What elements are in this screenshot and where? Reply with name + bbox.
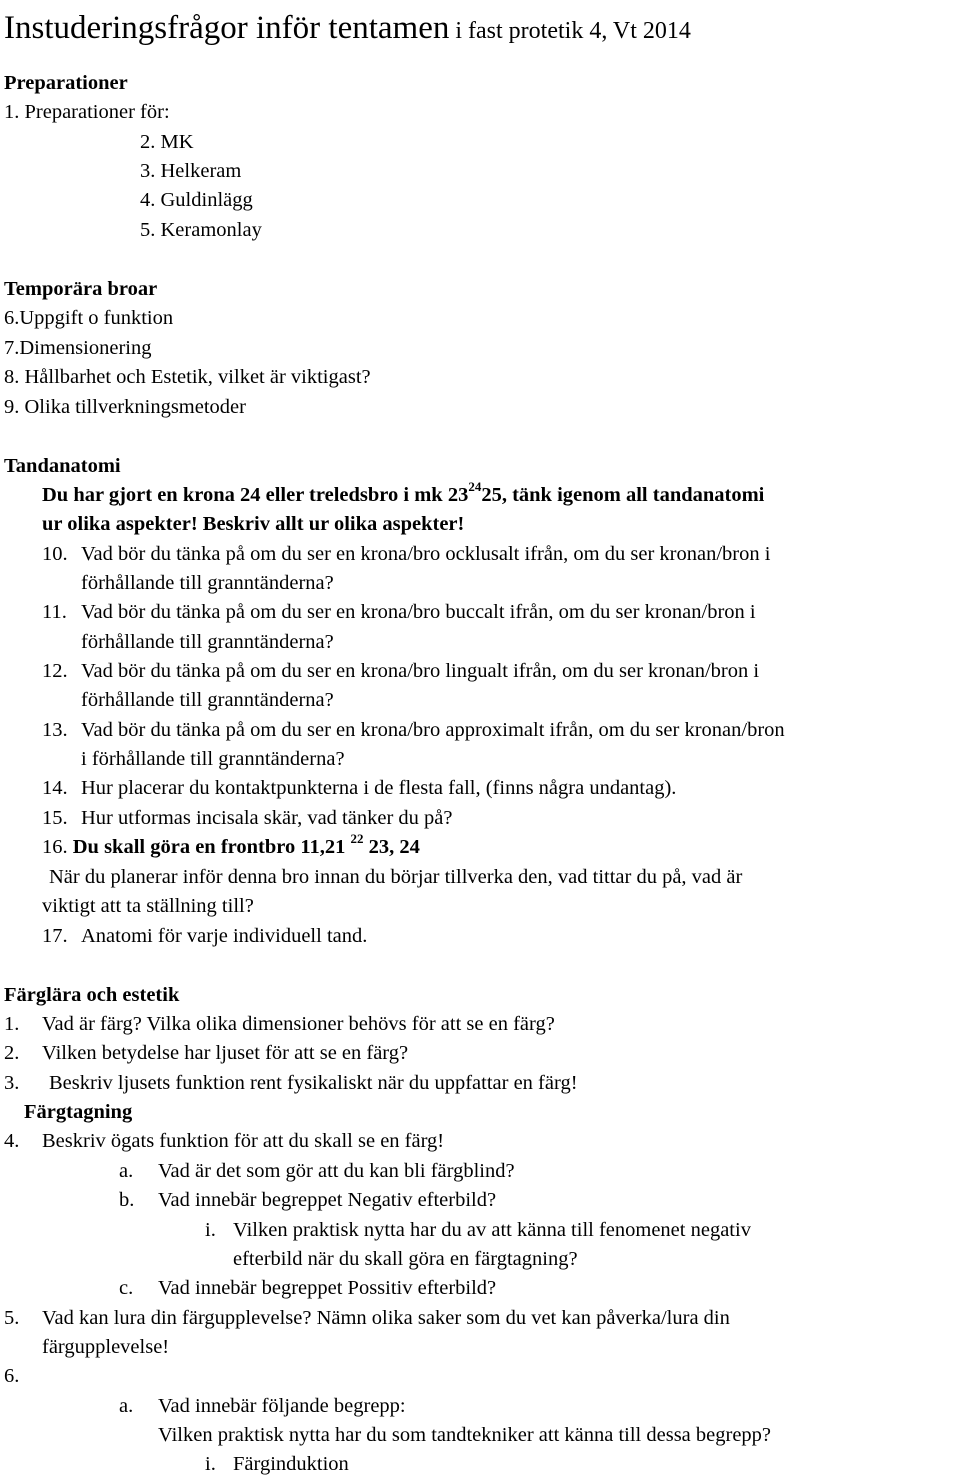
farg-question-4bi-line-1: Vilken praktisk nytta har du av att känna till fenomenet negativ <box>233 1219 751 1241</box>
title-main: Instuderingsfrågor inför tentamen <box>4 10 450 46</box>
farg-question-4b: Vad innebär begreppet Negativ efterbild? <box>158 1189 497 1211</box>
question-6: 6.Uppgift o funktion <box>4 307 174 329</box>
question-11-number: 11. <box>42 601 67 623</box>
question-3: 3. Helkeram <box>140 160 242 182</box>
question-16-line-2: När du planerar inför denna bro innan du börjar tillverka den, vad tittar du på, vad är <box>49 866 743 888</box>
question-16-line-1 <box>42 831 420 858</box>
title-subtitle: i fast protetik 4, Vt 2014 <box>449 18 691 44</box>
intro-text-b: 25, tänk igenom all tandanatomi <box>481 484 765 506</box>
section-heading-farglara: Färglära och estetik <box>4 984 180 1006</box>
farg-question-6ai-number: i. <box>205 1453 216 1475</box>
question-16-bold-a: Du skall göra en frontbro 11,21 <box>67 836 351 858</box>
farg-question-1: Vad är färg? Vilka olika dimensioner behövs för att se en färg? <box>42 1013 555 1035</box>
question-16-bold-b: 23, 24 <box>363 836 420 858</box>
farg-question-4c: Vad innebär begreppet Possitiv efterbild? <box>158 1277 497 1299</box>
question-11-line-2: förhållande till granntänderna? <box>81 631 334 653</box>
farg-question-4a: Vad är det som gör att du kan bli färgblind? <box>158 1160 515 1182</box>
tandanatomi-intro-line-2: ur olika aspekter! Beskriv allt ur olika aspekter! <box>42 513 465 535</box>
question-13-number: 13. <box>42 719 68 741</box>
farg-question-4b-number: b. <box>119 1189 135 1211</box>
farg-question-6a-number: a. <box>119 1395 134 1417</box>
farg-question-4-number: 4. <box>4 1130 20 1152</box>
section-heading-preparationer: Preparationer <box>4 72 128 94</box>
farg-question-2: Vilken betydelse har ljuset för att se en färg? <box>42 1042 409 1064</box>
farg-question-4bi-number: i. <box>205 1219 216 1241</box>
farg-question-4: Beskriv ögats funktion för att du skall se en färg! <box>42 1130 445 1152</box>
tandanatomi-intro-line-1 <box>42 479 765 506</box>
page-title <box>4 4 691 45</box>
question-12-number: 12. <box>42 660 68 682</box>
question-16-number: 16. <box>42 836 68 858</box>
farg-question-4bi-line-2: efterbild när du skall göra en färgtagning? <box>233 1248 578 1270</box>
farg-question-6a: Vad innebär följande begrepp: <box>158 1395 406 1417</box>
farg-question-4c-number: c. <box>119 1277 134 1299</box>
question-13-line-2: i förhållande till granntänderna? <box>81 748 345 770</box>
farg-question-5-number: 5. <box>4 1307 20 1329</box>
question-11-line-1: Vad bör du tänka på om du ser en krona/bro buccalt ifrån, om du ser kronan/bron i <box>81 601 756 623</box>
question-10-line-2: förhållande till granntänderna? <box>81 572 334 594</box>
question-12-line-2: förhållande till granntänderna? <box>81 689 334 711</box>
question-14-number: 14. <box>42 777 68 799</box>
farg-question-5-line-1: Vad kan lura din färgupplevelse? Nämn olika saker som du vet kan påverka/lura din <box>42 1307 730 1329</box>
question-1: 1. Preparationer för: <box>4 101 170 123</box>
question-5: 5. Keramonlay <box>140 219 262 241</box>
intro-superscript: 24 <box>468 479 482 495</box>
question-12-line-1: Vad bör du tänka på om du ser en krona/bro lingualt ifrån, om du ser kronan/bron i <box>81 660 760 682</box>
farg-question-6ai: Färginduktion <box>233 1453 349 1475</box>
section-heading-tandanatomi: Tandanatomi <box>4 455 121 477</box>
intro-text-a: Du har gjort en krona 24 eller treledsbro i mk 23 <box>42 484 469 506</box>
question-7: 7.Dimensionering <box>4 337 152 359</box>
farg-question-6-number: 6. <box>4 1365 20 1387</box>
question-15: Hur utformas incisala skär, vad tänker du på? <box>81 807 453 829</box>
question-2: 2. MK <box>140 131 194 153</box>
question-13-line-1: Vad bör du tänka på om du ser en krona/bro approximalt ifrån, om du ser kronan/bron <box>81 719 785 741</box>
question-8: 8. Hållbarhet och Estetik, vilket är viktigast? <box>4 366 371 388</box>
farg-question-6a-line-2: Vilken praktisk nytta har du som tandtekniker att känna till dessa begrepp? <box>158 1424 772 1446</box>
farg-question-4a-number: a. <box>119 1160 134 1182</box>
subheading-fargtagning: Färgtagning <box>24 1101 133 1123</box>
farg-question-2-number: 2. <box>4 1042 20 1064</box>
question-9: 9. Olika tillverkningsmetoder <box>4 396 246 418</box>
question-17-number: 17. <box>42 925 68 947</box>
question-16-line-3: viktigt att ta ställning till? <box>42 895 254 917</box>
question-14: Hur placerar du kontaktpunkterna i de flesta fall, (finns några undantag). <box>81 777 677 799</box>
question-15-number: 15. <box>42 807 68 829</box>
section-heading-temporara-broar: Temporära broar <box>4 278 158 300</box>
farg-question-3: Beskriv ljusets funktion rent fysikaliskt när du uppfattar en färg! <box>49 1072 578 1094</box>
question-10-number: 10. <box>42 543 68 565</box>
question-17: Anatomi för varje individuell tand. <box>81 925 368 947</box>
question-16-superscript: 22 <box>350 831 364 847</box>
question-4: 4. Guldinlägg <box>140 189 253 211</box>
farg-question-1-number: 1. <box>4 1013 20 1035</box>
farg-question-5-line-2: färgupplevelse! <box>42 1336 170 1358</box>
question-10-line-1: Vad bör du tänka på om du ser en krona/bro ocklusalt ifrån, om du ser kronan/bron i <box>81 543 771 565</box>
farg-question-3-number: 3. <box>4 1072 20 1094</box>
